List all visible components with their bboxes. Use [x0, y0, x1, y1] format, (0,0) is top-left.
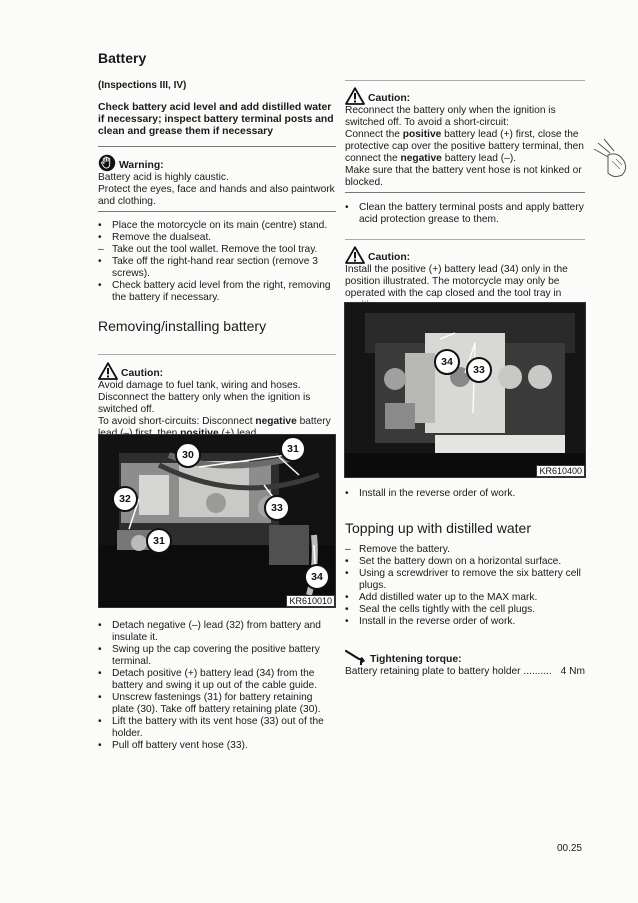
callout-32: 32 [112, 486, 138, 512]
list-item: • Install in the reverse order of work. [345, 616, 516, 627]
callout-33: 33 [466, 357, 492, 383]
warning-label: Warning: [119, 160, 164, 171]
photo-code: KR610010 [286, 595, 335, 607]
divider [98, 354, 336, 355]
caution-header [345, 246, 585, 264]
divider [98, 146, 336, 147]
caution-positive-lead: Install the positive (+) battery lead (34) only in the position illustrated. The motorcycle may only be operated with the cap closed and the tool tray in [345, 264, 568, 299]
list-item: • Seal the cells tightly with the cell plugs. [345, 604, 536, 615]
list-item: • Place the motorcycle on its main (centre) stand. [98, 220, 328, 231]
caution-header [345, 87, 585, 105]
right-lower [345, 488, 585, 678]
divider [98, 211, 336, 212]
battery-photo-kr610400 [344, 302, 586, 478]
right-column [345, 80, 585, 316]
caution-triangle-icon [345, 87, 365, 105]
caution-label: Caution: [368, 252, 411, 263]
torque-header [345, 648, 585, 666]
callout-31: 31 [146, 528, 172, 554]
prep-step-list [98, 220, 336, 304]
warning-line-1: Battery acid is highly caustic. [98, 172, 229, 183]
caution-vent-hose: Make sure that the battery vent hose is not kinked or blocked. [345, 165, 582, 188]
check-heading: Check battery acid level and add distilled water if necessary; inspect battery terminal posts and clean and grease them if necessary [98, 102, 334, 137]
list-item: • Detach negative (–) lead (32) from battery and insulate it. [98, 620, 321, 643]
battery-photo-drawing [99, 435, 335, 607]
callout-33: 33 [264, 495, 290, 521]
list-item: – Take out the tool wallet. Remove the tool tray. [98, 244, 318, 255]
section-title-removing: Removing/installing battery [98, 318, 267, 334]
battery-photo-kr610010 [98, 434, 336, 608]
warning-icon [98, 154, 116, 172]
list-item: • Swing up the cap covering the positive battery terminal. [98, 644, 320, 667]
list-item: • Pull off battery vent hose (33). [98, 740, 248, 751]
page-number: 00.25 [556, 843, 582, 854]
callout-34: 34 [304, 564, 330, 590]
warning-line-2: Protect the eyes, face and hands and also paintwork and clothing. [98, 184, 335, 207]
list-item: • Take off the right-hand rear section (remove 3 screws). [98, 256, 318, 279]
caution-label: Caution: [121, 368, 164, 379]
topping-step-list [345, 544, 585, 628]
list-item: • Lift the battery with its vent hose (33) out of the holder. [98, 716, 324, 739]
left-column [98, 50, 336, 444]
battery-photo-drawing [345, 303, 585, 477]
caution-short-circuit: To avoid short-circuits: Disconnect negative battery [98, 416, 331, 427]
divider [345, 239, 585, 240]
list-item: • Check battery acid level from the right, removing the battery if necessary. [98, 280, 331, 303]
caution-header [98, 362, 336, 380]
list-item: • Remove the dualseat. [98, 232, 212, 243]
caution-text: Avoid damage to fuel tank, wiring and hoses. Disconnect the battery only when the ignition is switched off. [98, 380, 311, 415]
list-item: • Set the battery down on a horizontal surface. [345, 556, 562, 567]
divider [345, 80, 585, 81]
removal-step-list [98, 620, 336, 752]
caution-triangle-icon [345, 246, 365, 264]
caution-connect-order: Connect the positive battery lead (+) first, close the protective cap over the positive battery terminal, then connect the negative battery lead (–). [345, 129, 584, 164]
torque-item: Battery retaining plate to battery holder [345, 666, 521, 677]
list-item: • Detach positive (+) battery lead (34) from the battery and swing it up out of the cable guide. [98, 668, 318, 691]
list-item: • Using a screwdriver to remove the six battery cell plugs. [345, 568, 581, 591]
inspections-label: (Inspections III, IV) [98, 80, 187, 91]
warning-header [98, 154, 336, 172]
glove-tool-icon [590, 135, 634, 185]
removal-step-list-wrap [98, 620, 336, 752]
caution-reconnect: Reconnect the battery only when the ignition is switched off. To avoid a short-circuit: [345, 105, 556, 128]
torque-leader: .......... [520, 666, 552, 677]
list-item: – Remove the battery. [345, 544, 450, 555]
list-item: • Unscrew fastenings (31) for battery retaining plate (30). Take off battery retaining plate (30). [98, 692, 321, 715]
callout-31: 31 [280, 436, 306, 462]
list-item: • Add distilled water up to the MAX mark. [345, 592, 538, 603]
callout-34: 34 [434, 349, 460, 375]
list-item: • Clean the battery terminal posts and apply battery acid protection grease to them. [345, 202, 584, 225]
install-step [345, 488, 585, 500]
caution-label: Caution: [368, 93, 411, 104]
clean-step [345, 202, 585, 226]
torque-value: 4 Nm [560, 666, 585, 677]
torque-spec-row [345, 666, 585, 678]
list-item: • Install in the reverse order of work. [345, 488, 516, 499]
section-title-topping-up: Topping up with distilled water [345, 520, 531, 536]
divider [345, 192, 585, 193]
callout-30: 30 [175, 442, 201, 468]
torque-label: Tightening torque: [370, 654, 462, 665]
torque-wrench-icon [345, 648, 367, 666]
caution-triangle-icon [98, 362, 118, 380]
photo-code: KR610400 [536, 465, 585, 477]
page-title: Battery [98, 50, 147, 66]
